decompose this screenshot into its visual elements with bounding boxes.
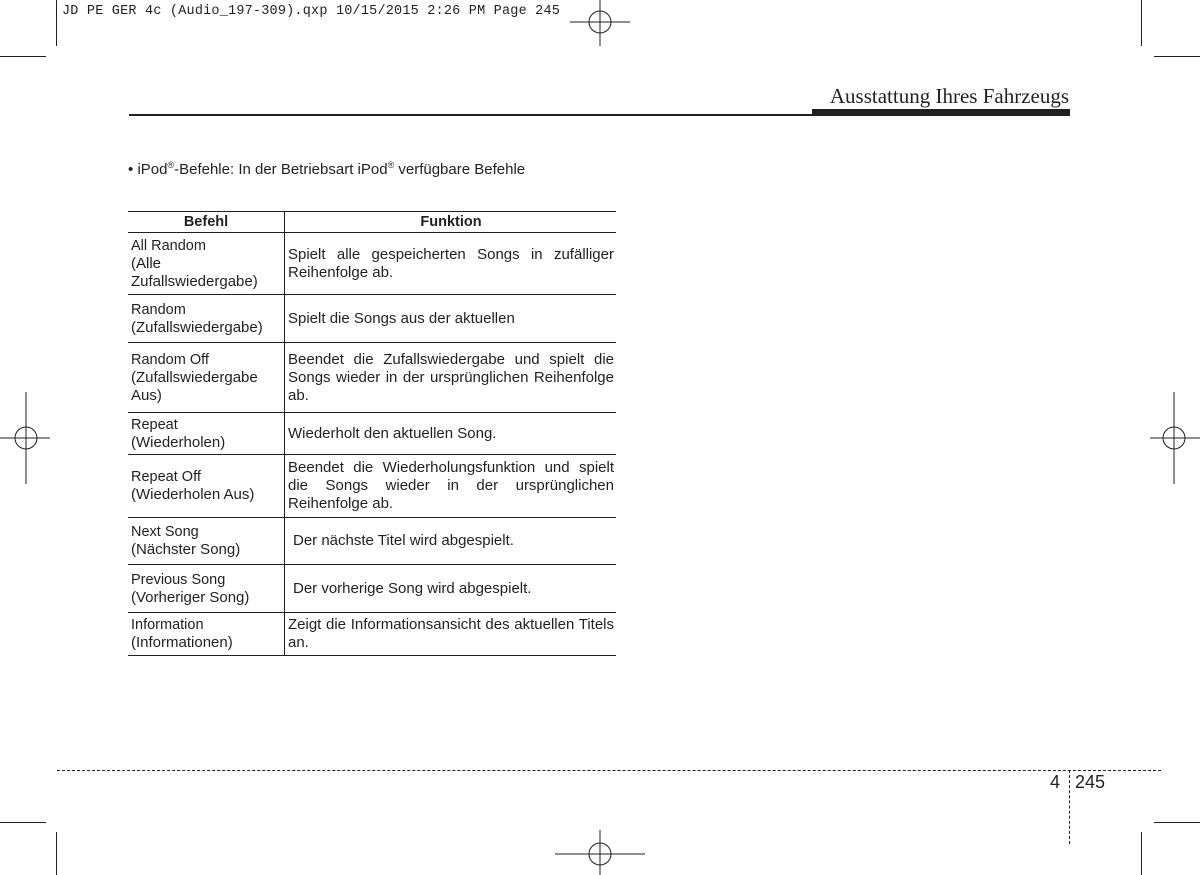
table-row	[128, 233, 616, 295]
function-cell: Der nächste Titel wird abgespielt.	[285, 518, 617, 565]
table-row	[128, 343, 616, 413]
intro-text-3: verfügbare Befehle	[394, 161, 526, 178]
ipod-command-table	[128, 211, 616, 656]
footer-divider	[1069, 770, 1070, 844]
chapter-number: 4	[1050, 772, 1061, 792]
crop-mark	[1154, 822, 1200, 823]
crop-mark	[0, 822, 46, 823]
command-name: Random Off	[131, 351, 209, 368]
registered-mark: ®	[167, 160, 175, 170]
crop-mark	[1141, 832, 1142, 875]
table-row	[128, 565, 616, 613]
registration-mark-icon	[1150, 392, 1200, 484]
command-translation: (Zufallswiedergabe)	[131, 318, 263, 336]
command-translation: (Zufallswiedergabe	[131, 368, 258, 386]
bullet: •	[128, 161, 134, 178]
command-translation: (Alle	[131, 254, 162, 272]
table-row	[128, 613, 616, 656]
function-cell: Der vorherige Song wird abgespielt.	[285, 565, 617, 613]
command-translation: Aus)	[131, 386, 162, 404]
command-translation: (Wiederholen Aus)	[131, 486, 255, 503]
registered-mark: ®	[387, 160, 395, 170]
registration-mark-icon	[0, 392, 50, 484]
crop-mark	[1141, 0, 1142, 46]
running-title: Ausstattung Ihres Fahrzeugs	[829, 84, 1069, 108]
print-header: JD PE GER 4c (Audio_197-309).qxp 10/15/2015 2:26 PM Page 245	[62, 4, 561, 19]
command-translation: (Wiederholen)	[131, 433, 226, 451]
command-name: Random	[131, 301, 186, 318]
crop-mark	[56, 832, 57, 875]
table-row	[128, 295, 616, 343]
crop-mark	[56, 0, 57, 46]
command-translation: (Informationen)	[131, 634, 233, 651]
column-header-function: Funktion	[285, 212, 617, 233]
footer-rule	[57, 770, 1161, 771]
command-translation: Zufallswiedergabe)	[131, 272, 258, 290]
table-header-row	[128, 212, 616, 233]
command-cell	[128, 233, 285, 295]
intro-line	[128, 161, 525, 178]
command-cell	[128, 455, 285, 518]
intro-text-1: iPod	[137, 161, 168, 178]
command-cell	[128, 565, 285, 613]
crop-mark	[1154, 56, 1200, 57]
command-cell	[128, 343, 285, 413]
function-cell: Spielt alle gespeicherten Songs in zufälliger Reihenfolge ab.	[285, 233, 617, 295]
command-name: All Random	[131, 237, 206, 254]
table-row	[128, 518, 616, 565]
function-cell: Zeigt die Informationsansicht des aktuellen Titels an.	[285, 613, 617, 656]
command-name: Previous Song	[131, 571, 226, 588]
registration-mark-icon	[570, 0, 630, 48]
table-row	[128, 413, 616, 455]
header-rule	[129, 114, 812, 116]
crop-mark	[0, 56, 46, 57]
function-cell: Wiederholt den aktuellen Song.	[285, 413, 617, 455]
command-name: Repeat Off	[131, 469, 201, 485]
command-name: Information	[131, 617, 204, 633]
command-translation: (Vorheriger Song)	[131, 588, 250, 606]
command-cell	[128, 518, 285, 565]
table-row	[128, 455, 616, 518]
intro-text-2: -Befehle: In der Betriebsart iPod	[174, 161, 388, 178]
command-cell	[128, 295, 285, 343]
column-header-command: Befehl	[128, 212, 285, 233]
header-rule-bar	[812, 109, 1070, 116]
function-cell: Beendet die Zufallswiedergabe und spielt die Songs wieder in der ursprünglichen Reihenfolge ab.	[285, 343, 617, 413]
command-cell	[128, 413, 285, 455]
page-number: 245	[1075, 772, 1106, 792]
command-name: Next Song	[131, 524, 199, 540]
command-name: Repeat	[131, 416, 178, 433]
function-cell: Beendet die Wiederholungsfunktion und spielt die Songs wieder in der ursprünglichen Reihenfolge ab.	[285, 455, 617, 518]
function-cell: Spielt die Songs aus der aktuellen	[285, 295, 617, 343]
registration-mark-icon	[555, 830, 645, 875]
command-translation: (Nächster Song)	[131, 541, 241, 558]
command-cell	[128, 613, 285, 656]
